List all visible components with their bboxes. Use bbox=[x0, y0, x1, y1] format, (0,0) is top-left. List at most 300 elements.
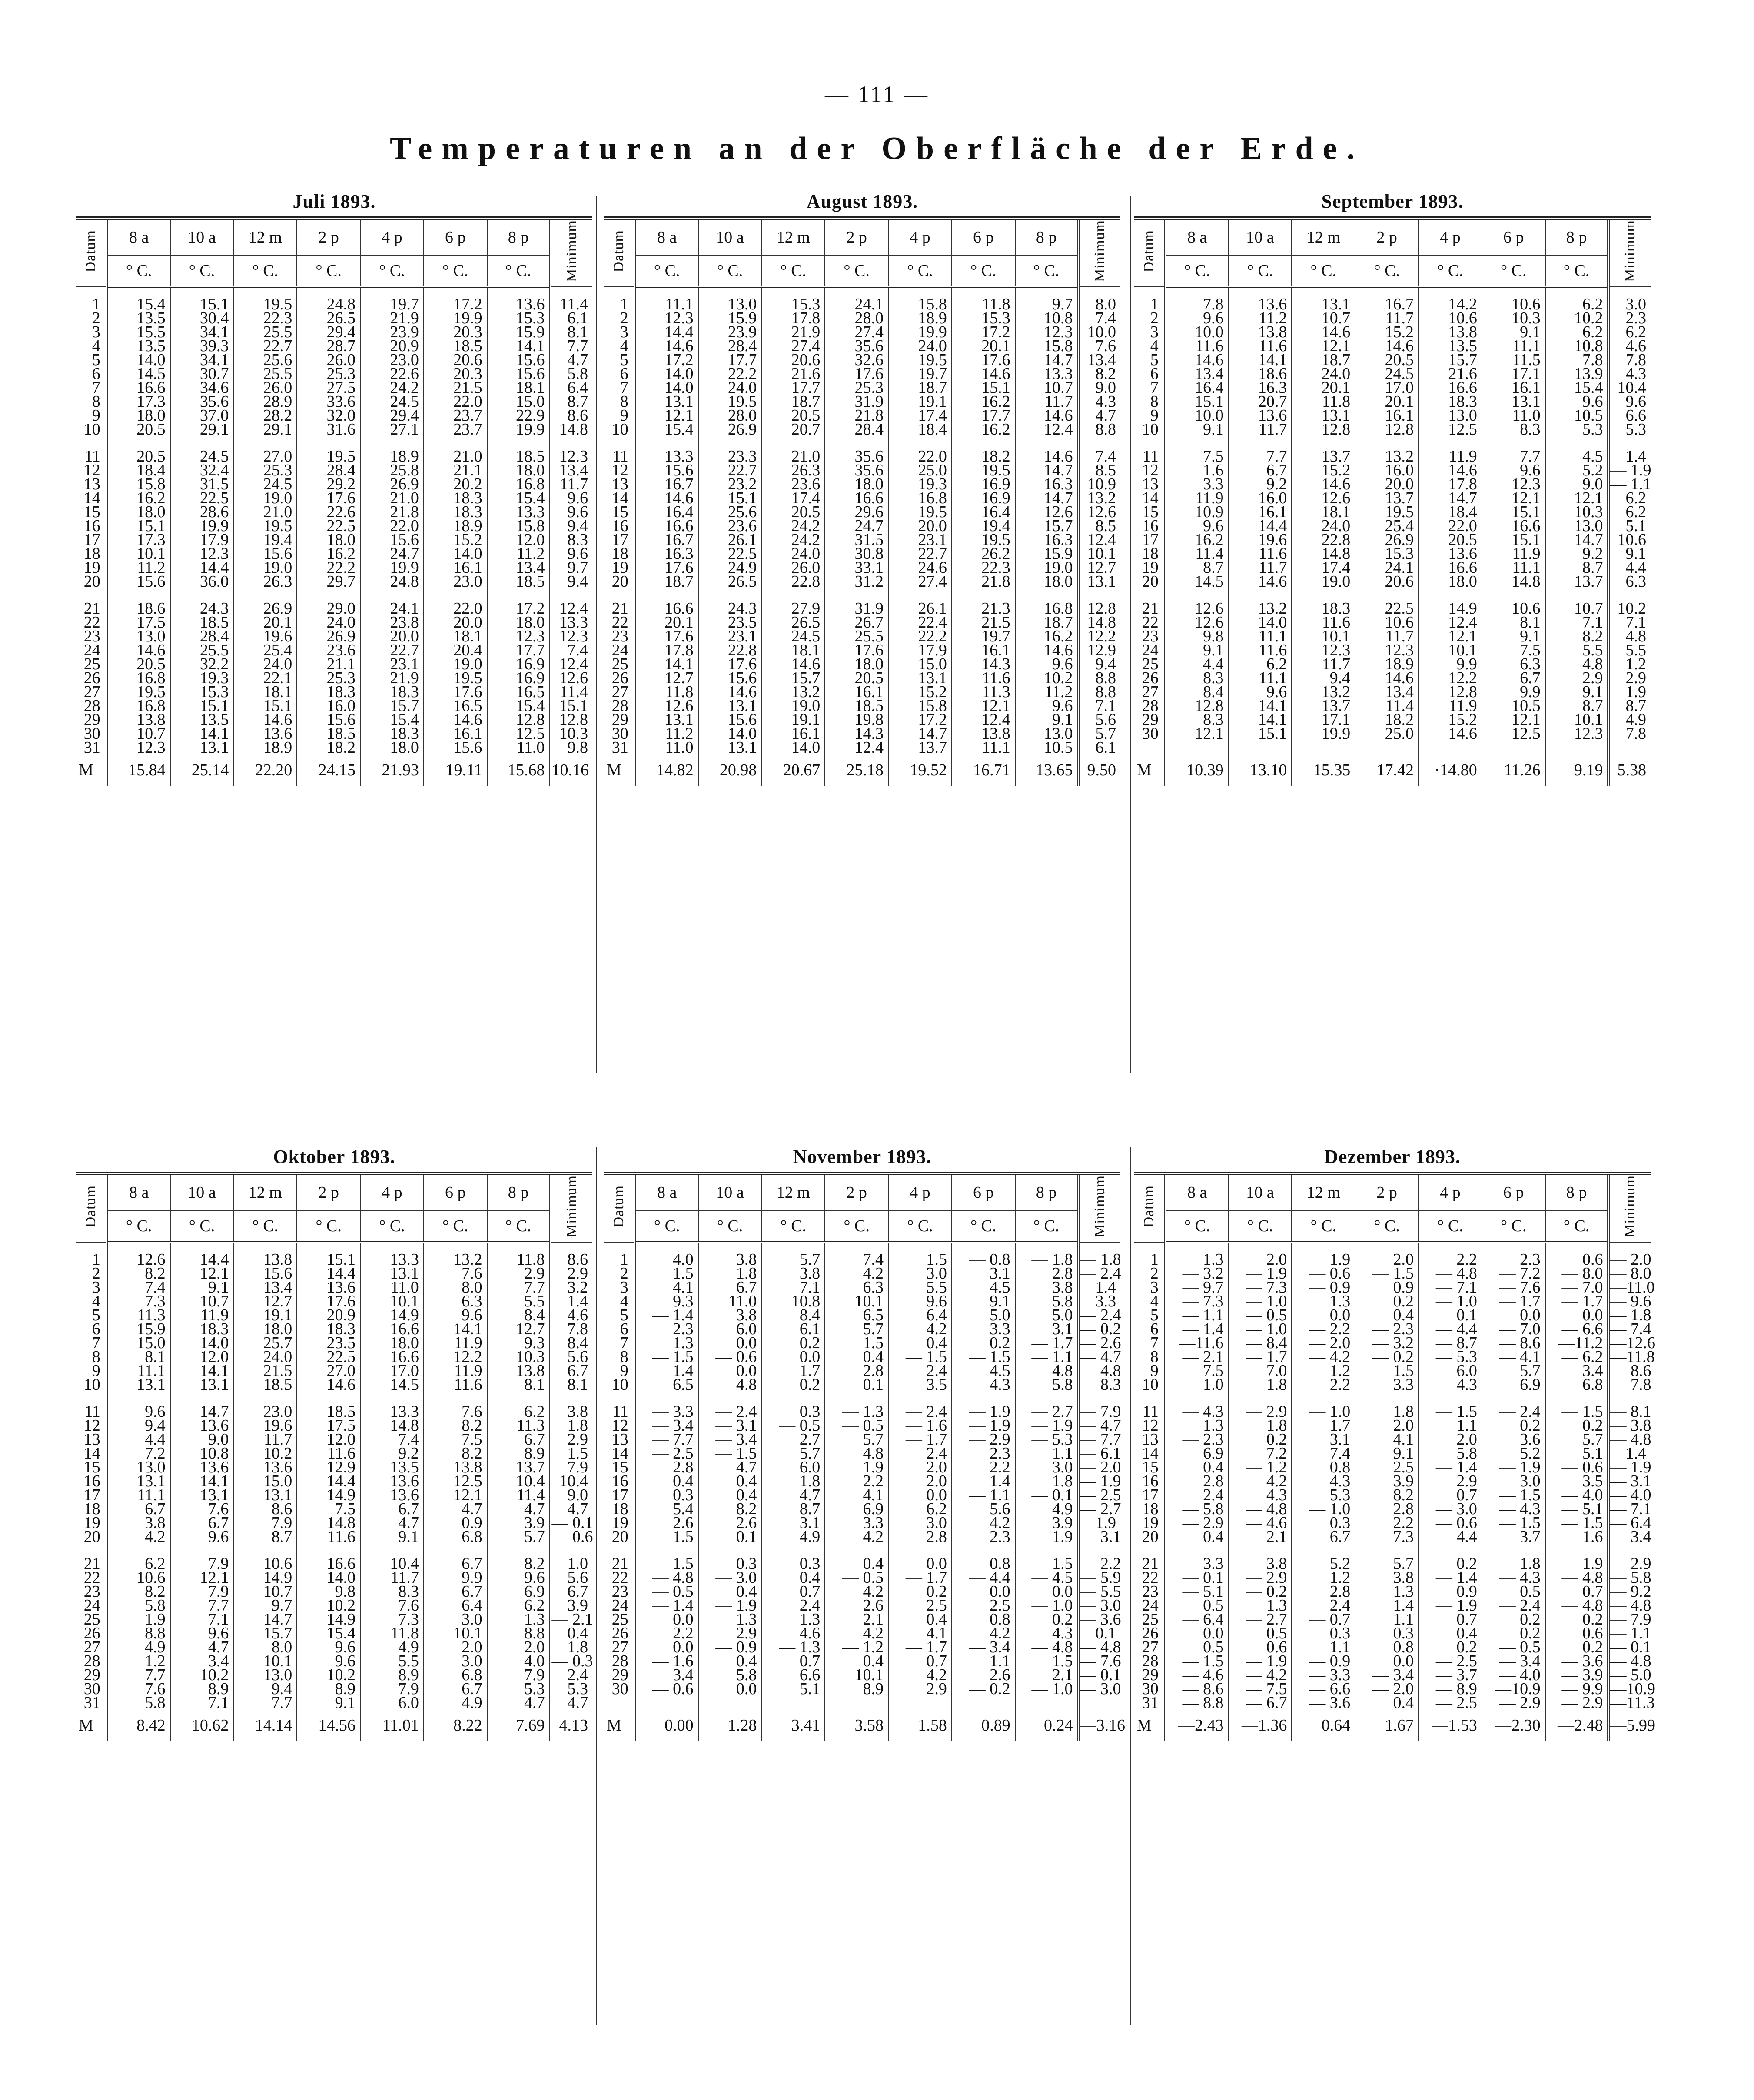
temperature-cell: 8.7 bbox=[1165, 561, 1229, 575]
temperature-cell: 24.2 bbox=[761, 533, 825, 547]
minimum-cell: 7.4 bbox=[1095, 309, 1116, 328]
temperature-cell: 10.2 bbox=[297, 1668, 360, 1682]
temperature-cell: 2.6 bbox=[635, 1516, 698, 1530]
temperature-cell: 12.1 bbox=[170, 1266, 234, 1280]
temperature-cell: 13.0 bbox=[233, 1668, 297, 1682]
temperature-cell: 26.9 bbox=[698, 422, 762, 436]
minimum-cell: 4.6 bbox=[567, 1306, 588, 1325]
temperature-cell: 16.2 bbox=[1015, 629, 1079, 643]
day-cell: 14 bbox=[1134, 1446, 1165, 1460]
temperature-cell: 1.1 bbox=[1015, 1446, 1079, 1460]
temperature-cell: 7.3 bbox=[360, 1612, 424, 1626]
temperature-cell: — 0.6 bbox=[1418, 1516, 1482, 1530]
temperature-cell: 4.8 bbox=[825, 1446, 888, 1460]
temperature-cell: 5.1 bbox=[761, 1682, 825, 1696]
minimum-cell: 0.4 bbox=[567, 1624, 588, 1643]
minimum-cell: 6.4 bbox=[567, 379, 588, 397]
temperature-cell: 28.6 bbox=[170, 505, 234, 519]
temperature-cell: 12.6 bbox=[635, 699, 698, 713]
mean-cell: —2.30 bbox=[1482, 1710, 1545, 1741]
temperature-cell: 2.1 bbox=[1015, 1668, 1079, 1682]
temperature-cell: — 4.8 bbox=[1545, 1598, 1609, 1612]
temperature-cell: 16.7 bbox=[635, 533, 698, 547]
temperature-cell: 16.3 bbox=[1015, 533, 1079, 547]
temperature-cell: 0.3 bbox=[761, 1405, 825, 1419]
temperature-cell: 12.3 bbox=[107, 741, 170, 754]
minimum-cell: 8.4 bbox=[567, 1334, 588, 1352]
spacer-cell bbox=[1134, 287, 1165, 297]
temperature-cell: 18.5 bbox=[170, 615, 234, 629]
temperature-cell: 18.0 bbox=[233, 1322, 297, 1336]
temperature-cell: 6.8 bbox=[424, 1668, 487, 1682]
temperature-cell: 11.0 bbox=[487, 741, 551, 754]
minimum-cell: — 1.8 bbox=[1610, 1306, 1651, 1325]
temperature-cell: 13.8 bbox=[424, 1460, 487, 1474]
temperature-cell: 10.1 bbox=[1545, 713, 1609, 727]
temperature-cell: 22.8 bbox=[1292, 533, 1355, 547]
temperature-cell: 14.0 bbox=[170, 1336, 234, 1350]
day-cell: 1 bbox=[76, 297, 107, 311]
temperature-cell: 10.4 bbox=[360, 1557, 424, 1571]
minimum-cell: 5.1 bbox=[1625, 517, 1646, 535]
temperature-cell: 10.6 bbox=[1355, 615, 1418, 629]
temperature-cell: 30.8 bbox=[825, 547, 888, 561]
temperature-cell: 14.9 bbox=[297, 1488, 360, 1502]
header-unit: ° C. bbox=[761, 255, 825, 287]
temperature-cell: — 5.8 bbox=[1015, 1378, 1079, 1392]
temperature-cell: 4.8 bbox=[1545, 657, 1609, 671]
temperature-cell: 18.7 bbox=[888, 381, 952, 395]
day-cell: 27 bbox=[1134, 685, 1165, 699]
day-cell: 26 bbox=[76, 1626, 107, 1640]
header-unit: ° C. bbox=[1165, 1210, 1229, 1242]
temperature-cell: — 0.9 bbox=[698, 1640, 762, 1654]
minimum-cell: 1.4 bbox=[1625, 1444, 1646, 1463]
temperature-cell: 14.6 bbox=[1229, 575, 1292, 588]
temperature-cell: 4.2 bbox=[952, 1516, 1015, 1530]
day-cell: 10 bbox=[76, 1378, 107, 1392]
temperature-cell: 9.9 bbox=[424, 1571, 487, 1585]
temperature-cell: 2.9 bbox=[487, 1266, 551, 1280]
temperature-cell: 14.1 bbox=[170, 1364, 234, 1378]
temperature-cell: 22.6 bbox=[297, 505, 360, 519]
temperature-cell: — 4.8 bbox=[635, 1571, 698, 1585]
temperature-cell: 13.8 bbox=[107, 713, 170, 727]
day-cell: 5 bbox=[1134, 1308, 1165, 1322]
temperature-cell: 12.8 bbox=[487, 713, 551, 727]
temperature-cell: 19.6 bbox=[233, 629, 297, 643]
temperature-cell: — 1.4 bbox=[1418, 1571, 1482, 1585]
temperature-cell: 13.8 bbox=[1229, 325, 1292, 339]
temperature-cell: — 2.9 bbox=[1229, 1405, 1292, 1419]
header-observation-time: 6 p bbox=[424, 218, 487, 255]
temperature-cell: 0.7 bbox=[1545, 1585, 1609, 1598]
temperature-cell: 8.2 bbox=[1545, 629, 1609, 643]
temperature-cell: 11.8 bbox=[952, 297, 1015, 311]
temperature-cell: 9.4 bbox=[233, 1682, 297, 1696]
temperature-cell: 3.8 bbox=[761, 1266, 825, 1280]
temperature-cell: — 4.3 bbox=[1482, 1502, 1545, 1516]
minimum-cell: —10.9 bbox=[1610, 1680, 1655, 1698]
temperature-cell: 15.8 bbox=[888, 699, 952, 713]
temperature-cell: 0.7 bbox=[888, 1654, 952, 1668]
temperature-cell: — 0.8 bbox=[952, 1253, 1015, 1266]
temperature-cell: 9.3 bbox=[487, 1336, 551, 1350]
temperature-cell: — 7.0 bbox=[1229, 1364, 1292, 1378]
temperature-cell: 6.7 bbox=[424, 1557, 487, 1571]
temperature-cell: 26.1 bbox=[698, 533, 762, 547]
temperature-cell: 19.5 bbox=[233, 519, 297, 533]
temperature-cell: 2.0 bbox=[1418, 1432, 1482, 1446]
temperature-cell: 10.8 bbox=[170, 1446, 234, 1460]
temperature-cell: 14.0 bbox=[297, 1571, 360, 1585]
temperature-cell: 24.5 bbox=[233, 477, 297, 491]
temperature-cell: 2.5 bbox=[888, 1598, 952, 1612]
minimum-cell: — 2.7 bbox=[1080, 1500, 1121, 1519]
temperature-cell: 7.7 bbox=[1482, 449, 1545, 463]
day-cell: 7 bbox=[604, 1336, 635, 1350]
temperature-cell: 18.1 bbox=[1292, 505, 1355, 519]
day-cell: 31 bbox=[1134, 1696, 1165, 1710]
header-unit: ° C. bbox=[1545, 255, 1609, 287]
temperature-cell: 2.6 bbox=[825, 1598, 888, 1612]
temperature-cell: 21.1 bbox=[297, 657, 360, 671]
temperature-cell: 15.4 bbox=[107, 297, 170, 311]
minimum-cell: 8.8 bbox=[1095, 420, 1116, 439]
day-cell: 18 bbox=[1134, 1502, 1165, 1516]
temperature-cell: 13.7 bbox=[1355, 491, 1418, 505]
temperature-cell: 25.0 bbox=[888, 463, 952, 477]
header-datum-label: Datum bbox=[1140, 229, 1157, 272]
minimum-cell: — 4.7 bbox=[1080, 1348, 1121, 1366]
temperature-cell: 14.4 bbox=[297, 1474, 360, 1488]
temperature-cell: 17.8 bbox=[761, 311, 825, 325]
minimum-cell: 4.3 bbox=[1095, 392, 1116, 411]
temperature-cell: 10.1 bbox=[825, 1294, 888, 1308]
temperature-cell: 18.0 bbox=[360, 741, 424, 754]
temperature-cell: 15.0 bbox=[107, 1336, 170, 1350]
temperature-cell: 3.8 bbox=[1355, 1571, 1418, 1585]
temperature-cell: 11.1 bbox=[635, 297, 698, 311]
temperature-cell: 0.2 bbox=[1015, 1612, 1079, 1626]
minimum-cell: 13.4 bbox=[559, 461, 588, 480]
day-cell: 22 bbox=[1134, 615, 1165, 629]
temperature-cell: 18.3 bbox=[424, 491, 487, 505]
header-datum bbox=[604, 218, 635, 287]
temperature-cell: 26.9 bbox=[1355, 533, 1418, 547]
temperature-cell: 4.6 bbox=[761, 1626, 825, 1640]
temperature-cell: 12.5 bbox=[424, 1474, 487, 1488]
temperature-cell: 19.7 bbox=[952, 629, 1015, 643]
temperature-cell: 35.6 bbox=[825, 339, 888, 353]
temperature-cell: 10.1 bbox=[825, 1668, 888, 1682]
temperature-cell: 16.4 bbox=[1165, 381, 1229, 395]
temperature-cell: 8.2 bbox=[424, 1419, 487, 1432]
day-cell: 25 bbox=[76, 657, 107, 671]
temperature-cell: 8.7 bbox=[1545, 699, 1609, 713]
temperature-cell: 6.7 bbox=[360, 1502, 424, 1516]
temperature-cell: 6.3 bbox=[424, 1294, 487, 1308]
day-cell: 29 bbox=[76, 713, 107, 727]
minimum-cell: 9.6 bbox=[567, 503, 588, 522]
minimum-cell: 5.5 bbox=[1625, 641, 1646, 660]
minimum-cell: — 4.8 bbox=[1610, 1596, 1651, 1615]
temperature-cell: — 0.6 bbox=[698, 1350, 762, 1364]
temperature-cell: — 5.3 bbox=[1015, 1432, 1079, 1446]
minimum-cell: — 1.9 bbox=[1610, 1458, 1651, 1477]
minimum-cell: 1.4 bbox=[1625, 447, 1646, 466]
temperature-cell: 4.5 bbox=[1545, 449, 1609, 463]
temperature-cell: 9.8 bbox=[297, 1585, 360, 1598]
temperature-cell: 15.1 bbox=[1165, 395, 1229, 409]
temperature-cell: 2.4 bbox=[761, 1598, 825, 1612]
temperature-cell: 1.1 bbox=[1418, 1419, 1482, 1432]
temperature-cell: 17.0 bbox=[1355, 381, 1418, 395]
temperature-cell: 22.4 bbox=[888, 615, 952, 629]
day-cell: 2 bbox=[76, 1266, 107, 1280]
temperature-cell: 18.0 bbox=[360, 1336, 424, 1350]
mean-cell: 15.35 bbox=[1292, 754, 1355, 786]
temperature-cell: 14.0 bbox=[761, 741, 825, 754]
temperature-cell: 12.3 bbox=[1015, 325, 1079, 339]
temperature-cell: 10.7 bbox=[1015, 381, 1079, 395]
header-datum-label: Datum bbox=[610, 229, 627, 272]
temperature-cell: 13.4 bbox=[1165, 367, 1229, 381]
temperature-cell: — 0.5 bbox=[1482, 1640, 1545, 1654]
temperature-cell: 5.7 bbox=[487, 1530, 551, 1544]
temperature-cell: — 0.5 bbox=[825, 1419, 888, 1432]
minimum-cell: — 3.0 bbox=[1080, 1596, 1121, 1615]
minimum-cell: 10.9 bbox=[1087, 475, 1116, 494]
temperature-cell: 15.9 bbox=[1015, 547, 1079, 561]
temperature-cell: 9.6 bbox=[1545, 395, 1609, 409]
day-cell: 17 bbox=[1134, 1488, 1165, 1502]
minimum-cell: 4.6 bbox=[1625, 337, 1646, 356]
temperature-cell: 4.2 bbox=[825, 1530, 888, 1544]
temperature-cell: 12.1 bbox=[635, 409, 698, 422]
temperature-cell: 5.3 bbox=[1292, 1488, 1355, 1502]
temperature-cell: — 0.3 bbox=[698, 1557, 762, 1571]
minimum-cell: 12.6 bbox=[1087, 503, 1116, 522]
day-cell: 3 bbox=[1134, 325, 1165, 339]
temperature-cell: 13.3 bbox=[635, 449, 698, 463]
minimum-cell: 9.0 bbox=[1095, 379, 1116, 397]
temperature-cell: 14.4 bbox=[635, 325, 698, 339]
minimum-cell: 9.1 bbox=[1625, 545, 1646, 563]
temperature-cell: 25.3 bbox=[825, 381, 888, 395]
temperature-cell: 15.7 bbox=[1418, 353, 1482, 367]
temperature-cell: 0.2 bbox=[1545, 1612, 1609, 1626]
day-cell: 10 bbox=[1134, 1378, 1165, 1392]
mean-cell: 3.41 bbox=[761, 1710, 825, 1741]
temperature-cell: 2.6 bbox=[698, 1516, 762, 1530]
temperature-cell: — 6.5 bbox=[635, 1378, 698, 1392]
mean-cell: 7.69 bbox=[487, 1710, 551, 1741]
day-cell: 25 bbox=[1134, 657, 1165, 671]
temperature-cell: 0.3 bbox=[1292, 1516, 1355, 1530]
minimum-cell: 5.3 bbox=[567, 1680, 588, 1698]
temperature-cell: 19.6 bbox=[233, 1419, 297, 1432]
temperature-cell: 2.1 bbox=[1229, 1530, 1292, 1544]
temperature-cell: 1.5 bbox=[888, 1253, 952, 1266]
day-cell: 21 bbox=[604, 601, 635, 615]
temperature-cell: 13.1 bbox=[888, 671, 952, 685]
temperature-cell: 19.9 bbox=[360, 561, 424, 575]
day-cell: 7 bbox=[1134, 1336, 1165, 1350]
temperature-cell: 32.6 bbox=[825, 353, 888, 367]
temperature-cell: 20.3 bbox=[424, 325, 487, 339]
temperature-cell: 28.2 bbox=[233, 409, 297, 422]
temperature-cell: 15.2 bbox=[1292, 463, 1355, 477]
temperature-cell: 15.2 bbox=[1418, 713, 1482, 727]
temperature-cell: 9.6 bbox=[1015, 699, 1079, 713]
temperature-cell: — 2.0 bbox=[1355, 1682, 1418, 1696]
temperature-cell: 15.1 bbox=[1482, 533, 1545, 547]
minimum-cell: 1.4 bbox=[567, 1292, 588, 1311]
day-cell: 30 bbox=[604, 727, 635, 741]
day-cell: 9 bbox=[76, 409, 107, 422]
day-cell: 14 bbox=[1134, 491, 1165, 505]
temperature-cell: 4.7 bbox=[170, 1640, 234, 1654]
minimum-cell: 6.1 bbox=[1095, 738, 1116, 757]
mean-cell: 1.67 bbox=[1355, 1710, 1418, 1741]
temperature-cell: — 0.0 bbox=[698, 1364, 762, 1378]
temperature-cell: 6.2 bbox=[107, 1557, 170, 1571]
temperature-cell: — 1.5 bbox=[1482, 1516, 1545, 1530]
temperature-cell: 0.2 bbox=[1545, 1419, 1609, 1432]
temperature-cell: — 8.7 bbox=[1418, 1336, 1482, 1350]
temperature-cell: 25.8 bbox=[360, 463, 424, 477]
day-cell: 9 bbox=[604, 409, 635, 422]
temperature-cell: 9.6 bbox=[170, 1626, 234, 1640]
temperature-cell: 0.0 bbox=[1292, 1308, 1355, 1322]
temperature-cell: 10.7 bbox=[1292, 311, 1355, 325]
temperature-cell: 15.0 bbox=[888, 657, 952, 671]
minimum-cell: 7.4 bbox=[567, 641, 588, 660]
temperature-cell: 12.8 bbox=[1292, 422, 1355, 436]
temperature-cell: 2.4 bbox=[1165, 1488, 1229, 1502]
temperature-cell: 34.1 bbox=[170, 353, 234, 367]
day-cell: 27 bbox=[76, 1640, 107, 1654]
minimum-cell: 10.2 bbox=[1617, 599, 1646, 618]
temperature-cell: 0.2 bbox=[1482, 1419, 1545, 1432]
temperature-cell: 10.9 bbox=[1165, 505, 1229, 519]
temperature-cell: 13.2 bbox=[1229, 601, 1292, 615]
temperature-cell: 24.7 bbox=[825, 519, 888, 533]
temperature-cell: 4.9 bbox=[761, 1530, 825, 1544]
mean-cell: 0.89 bbox=[952, 1710, 1015, 1741]
temperature-cell: 3.0 bbox=[888, 1516, 952, 1530]
temperature-cell: 2.2 bbox=[635, 1626, 698, 1640]
temperature-cell: 17.2 bbox=[888, 713, 952, 727]
temperature-cell: 25.6 bbox=[698, 505, 762, 519]
temperature-cell: 5.8 bbox=[1418, 1446, 1482, 1460]
mean-cell: ·14.80 bbox=[1418, 754, 1482, 786]
temperature-cell: 19.0 bbox=[1292, 575, 1355, 588]
temperature-cell: 33.1 bbox=[825, 561, 888, 575]
temperature-cell: 9.1 bbox=[360, 1530, 424, 1544]
temperature-cell: 19.3 bbox=[170, 671, 234, 685]
day-cell: 6 bbox=[76, 367, 107, 381]
temperature-cell: — 1.0 bbox=[1229, 1294, 1292, 1308]
temperature-cell: 4.2 bbox=[825, 1585, 888, 1598]
temperature-cell: 13.1 bbox=[170, 1488, 234, 1502]
header-observation-time: 12 m bbox=[233, 1173, 297, 1210]
temperature-cell: — 7.7 bbox=[635, 1432, 698, 1446]
temperature-cell: 22.5 bbox=[170, 491, 234, 505]
temperature-cell: 24.1 bbox=[825, 297, 888, 311]
temperature-cell: 4.9 bbox=[1015, 1502, 1079, 1516]
temperature-cell: 9.4 bbox=[1292, 671, 1355, 685]
temperature-cell: 13.1 bbox=[170, 741, 234, 754]
temperature-cell: — 4.3 bbox=[1165, 1405, 1229, 1419]
temperature-cell: 6.7 bbox=[424, 1585, 487, 1598]
temperature-cell: 28.9 bbox=[233, 395, 297, 409]
temperature-cell: 20.1 bbox=[1292, 381, 1355, 395]
temperature-cell: 14.6 bbox=[952, 367, 1015, 381]
temperature-cell: 14.7 bbox=[1545, 533, 1609, 547]
temperature-cell: 11.7 bbox=[233, 1432, 297, 1446]
temperature-cell: 17.3 bbox=[107, 533, 170, 547]
temperature-cell: 3.6 bbox=[1482, 1432, 1545, 1446]
temperature-cell: 11.0 bbox=[1482, 409, 1545, 422]
temperature-cell: 6.9 bbox=[1165, 1446, 1229, 1460]
temperature-cell: — 4.8 bbox=[1545, 1571, 1609, 1585]
temperature-cell: 2.0 bbox=[888, 1460, 952, 1474]
day-cell: 5 bbox=[604, 1308, 635, 1322]
minimum-cell: 6.2 bbox=[1625, 323, 1646, 342]
temperature-cell: 6.9 bbox=[487, 1585, 551, 1598]
temperature-cell: — 6.8 bbox=[1545, 1378, 1609, 1392]
temperature-cell: 17.7 bbox=[487, 643, 551, 657]
temperature-cell: 0.0 bbox=[1482, 1308, 1545, 1322]
temperature-cell: 5.7 bbox=[1545, 1432, 1609, 1446]
temperature-cell: 21.0 bbox=[424, 449, 487, 463]
temperature-cell: 27.1 bbox=[360, 422, 424, 436]
day-cell: 13 bbox=[1134, 477, 1165, 491]
day-cell: 7 bbox=[604, 381, 635, 395]
table-row bbox=[76, 1530, 592, 1544]
temperature-cell: 0.4 bbox=[1165, 1460, 1229, 1474]
temperature-cell: 1.9 bbox=[1292, 1253, 1355, 1266]
day-cell: 13 bbox=[76, 1432, 107, 1446]
day-cell: 7 bbox=[1134, 381, 1165, 395]
temperature-cell: 11.0 bbox=[698, 1294, 762, 1308]
temperature-cell: 11.6 bbox=[1229, 339, 1292, 353]
temperature-cell: — 1.1 bbox=[1165, 1308, 1229, 1322]
temperature-cell: 2.5 bbox=[952, 1598, 1015, 1612]
temperature-cell: 18.7 bbox=[635, 575, 698, 588]
temperature-cell: 11.6 bbox=[297, 1530, 360, 1544]
temperature-cell: 1.7 bbox=[761, 1364, 825, 1378]
mean-cell: —5.99 bbox=[1610, 1716, 1655, 1735]
temperature-cell: 19.8 bbox=[825, 713, 888, 727]
temperature-cell: 16.8 bbox=[487, 477, 551, 491]
column-separator bbox=[1130, 196, 1131, 1073]
temperature-cell: 17.6 bbox=[952, 353, 1015, 367]
temperature-cell: 3.3 bbox=[1355, 1378, 1418, 1392]
minimum-cell: — 4.8 bbox=[1610, 1652, 1651, 1671]
header-unit: ° C. bbox=[698, 1210, 762, 1242]
temperature-cell: 18.5 bbox=[487, 449, 551, 463]
temperature-cell: 4.1 bbox=[888, 1626, 952, 1640]
temperature-cell: 28.4 bbox=[698, 339, 762, 353]
header-unit: ° C. bbox=[1292, 255, 1355, 287]
temperature-cell: 15.2 bbox=[1355, 325, 1418, 339]
temperature-cell: 26.5 bbox=[698, 575, 762, 588]
temperature-cell: 22.5 bbox=[297, 519, 360, 533]
temperature-cell: 12.4 bbox=[952, 713, 1015, 727]
